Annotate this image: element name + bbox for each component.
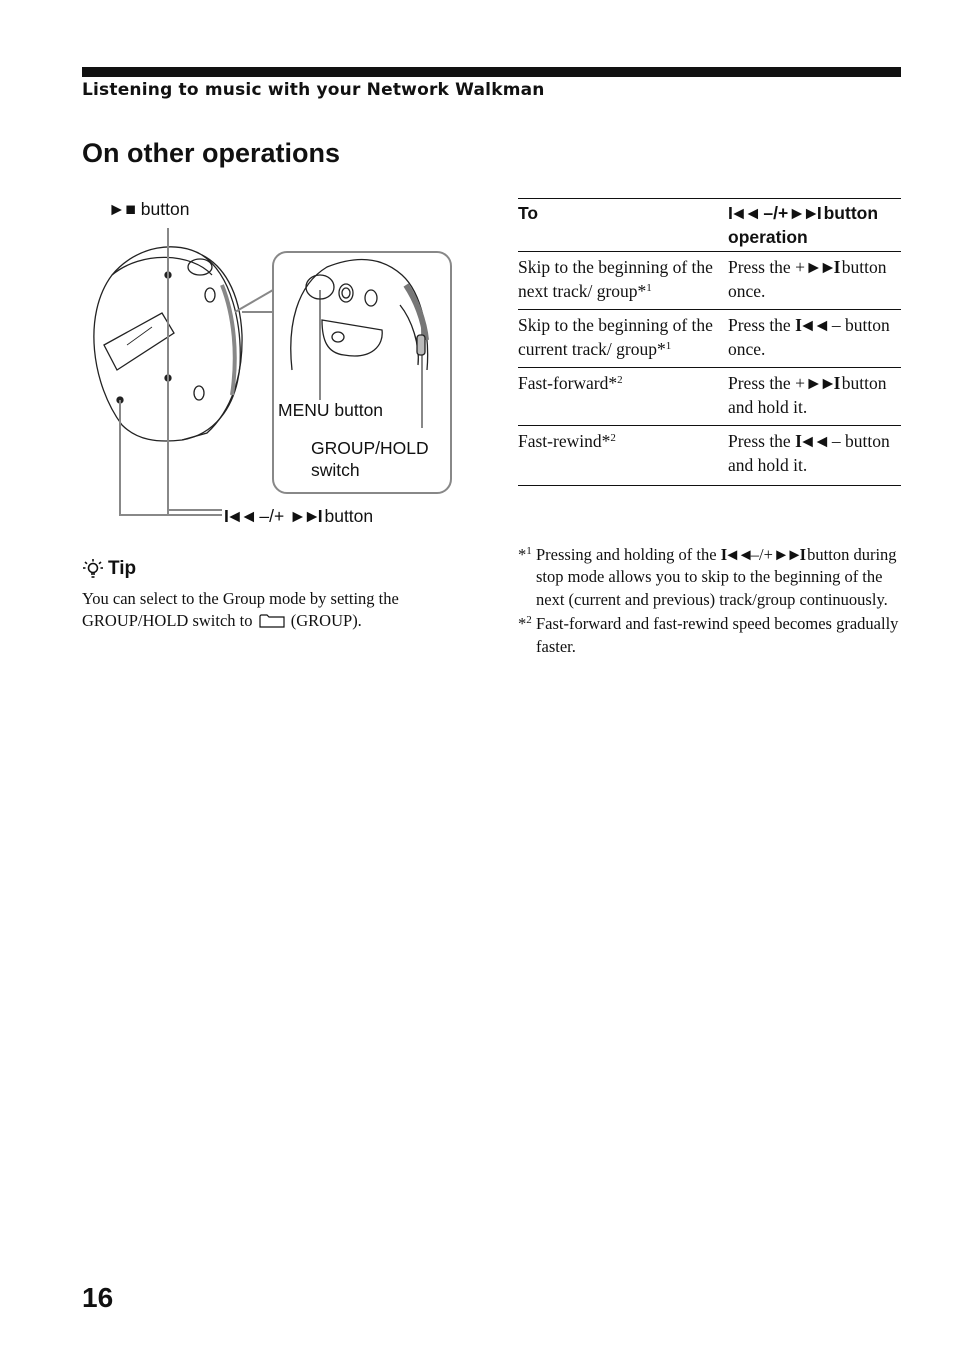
footnote-ref: 2	[610, 432, 616, 444]
next-icon: ►►I	[289, 506, 320, 526]
prev-icon: I◄◄	[728, 203, 759, 223]
header-sep: –/+	[763, 203, 789, 223]
row-to-text: Fast-forward*	[518, 373, 618, 393]
device-illustration	[82, 195, 462, 535]
skip-callout	[224, 506, 373, 527]
table-row	[518, 368, 901, 426]
next-icon: ►►I	[772, 545, 804, 564]
skip-label: button	[324, 506, 374, 526]
tip-heading-label: Tip	[108, 558, 137, 579]
row-to-text: Skip to the beginning of the next track/ group*	[518, 257, 713, 301]
play-stop-icon: ►■	[108, 199, 136, 219]
op-pre: Press the +	[728, 257, 805, 277]
footnote-text: Fast-forward and fast-rewind speed becomes gradually faster.	[536, 614, 899, 656]
next-icon: ►►I	[804, 257, 838, 277]
table-row	[518, 310, 901, 368]
next-icon: ►►I	[804, 373, 838, 393]
footnote-ref: 2	[617, 374, 623, 386]
op-post: – button and hold it.	[728, 431, 890, 475]
page-number: 16	[82, 1282, 114, 1313]
group-hold-label-line1: GROUP/HOLD	[311, 438, 429, 458]
op-post: – button once.	[728, 315, 890, 359]
footnotes	[518, 544, 901, 660]
header-operation-text: button operation	[728, 203, 879, 247]
folder-icon	[259, 614, 285, 628]
footnote-1	[518, 544, 901, 611]
table-cell-to	[518, 426, 728, 486]
tip-text-after: (GROUP).	[290, 611, 362, 630]
table-header-row	[518, 199, 901, 252]
op-post: button and hold it.	[728, 373, 887, 417]
table-cell-operation	[728, 368, 901, 426]
next-icon: ►►I	[788, 203, 819, 223]
menu-button-label: MENU button	[278, 400, 384, 420]
operations-table	[518, 198, 901, 486]
footnote-sep: –/+	[750, 545, 773, 564]
prev-icon: I◄◄	[795, 431, 828, 451]
op-pre: Press the +	[728, 373, 805, 393]
footnote-ref: 1	[646, 282, 652, 294]
tip-text	[82, 588, 462, 632]
footnote-mark: *$^1$	[518, 545, 532, 564]
footnote-ref: 1	[665, 340, 672, 352]
table-header-operation	[728, 199, 901, 252]
footnote-2	[518, 613, 901, 658]
footnote-text: button during stop mode allows you to skip to the beginning of the next (current and previous) track/group continuously.	[536, 545, 897, 609]
tip-text-before: You can select to the Group mode by setting the GROUP/HOLD switch to	[82, 589, 399, 630]
prev-icon: I◄◄	[720, 545, 751, 564]
table-cell-to	[518, 252, 728, 310]
prev-icon: I◄◄	[224, 506, 255, 526]
footnote-text: Pressing and holding of the	[536, 545, 717, 564]
group-hold-label-line2: switch	[311, 460, 360, 480]
prev-icon: I◄◄	[795, 315, 828, 335]
table-cell-operation	[728, 426, 901, 486]
op-pre: Press the	[728, 431, 791, 451]
table-cell-operation	[728, 252, 901, 310]
tip-box	[82, 558, 462, 632]
skip-sep: –/+	[259, 506, 285, 526]
tip-heading	[82, 558, 462, 580]
op-post: button once.	[728, 257, 887, 301]
row-to-text: Fast-rewind*	[518, 431, 611, 451]
section-header: Listening to music with your Network Walkman	[82, 80, 545, 100]
table-cell-operation	[728, 310, 901, 368]
table-cell-to	[518, 368, 728, 426]
play-stop-label: button	[140, 199, 190, 219]
table-row	[518, 426, 901, 486]
footnote-mark: *$^2$	[518, 614, 532, 634]
tip-bulb-icon	[82, 558, 104, 580]
row-to-text: Skip to the beginning of the current track/ group*	[518, 315, 713, 359]
page-title: On other operations	[82, 138, 341, 168]
table-cell-to	[518, 310, 728, 368]
table-row	[518, 252, 901, 310]
top-rule	[82, 67, 901, 77]
table-header-to: To	[518, 199, 728, 252]
play-stop-callout	[108, 199, 189, 220]
op-pre: Press the	[728, 315, 791, 335]
device-drawing	[82, 195, 462, 535]
